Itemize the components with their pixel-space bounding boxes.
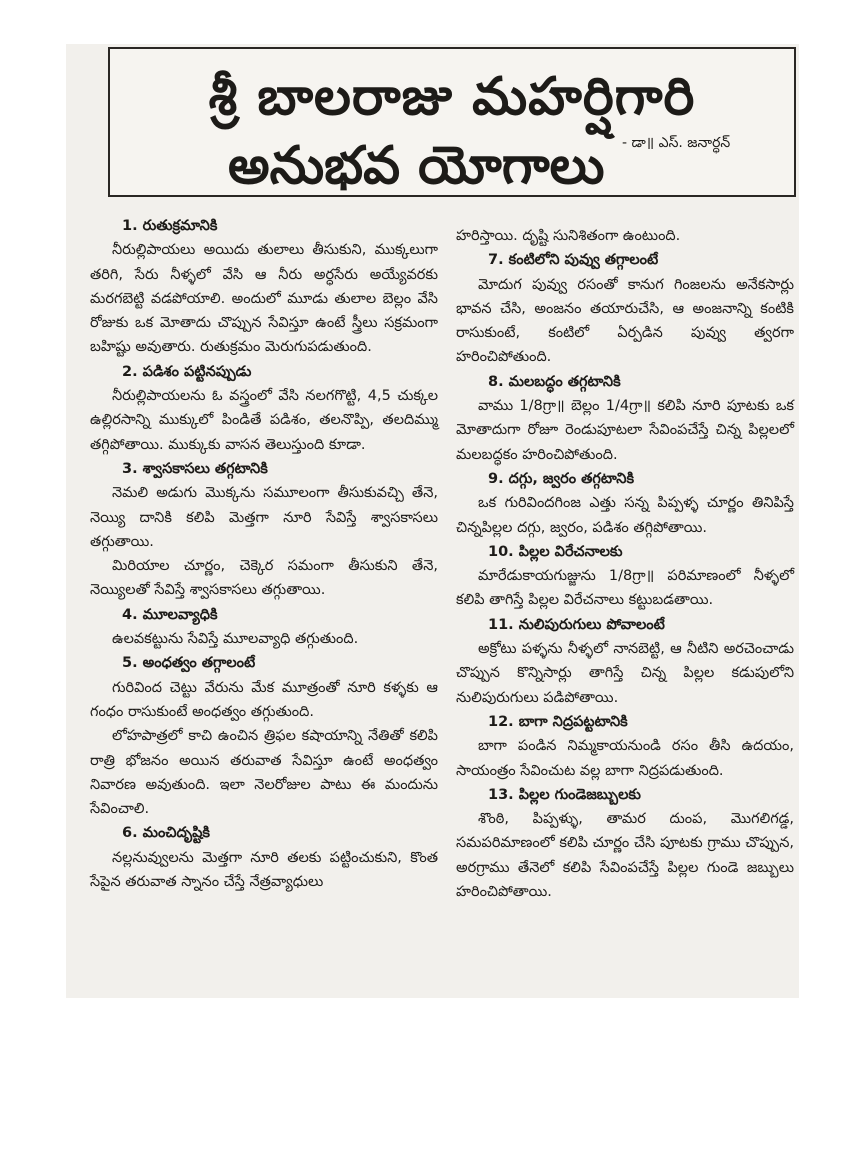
section-heading: 13. పిల్లల గుండెజబ్బులకు bbox=[488, 786, 641, 803]
section-body: అక్రోటు పళ్ళను నీళ్ళలో నానబెట్టి, ఆ నీటిని అరచెంచాడు చొప్పున కొన్నిసార్లు తాగిస్తే చిన్న పిల్లల కడుపులోని నులిపురుగులు పడిపోతాయి. bbox=[456, 641, 794, 706]
section-body: ఒక గురివిందగింజ ఎత్తు సన్న పిప్పళ్ళ చూర్ణం తినిపిస్తే చిన్నపిల్లల దగ్గు, జ్వరం, పడిశం తగ్గిపోతాయి. bbox=[456, 495, 794, 536]
section-body: వాము 1/8గ్రా॥ బెల్లం 1/4గ్రా॥ కలిపి నూరి పూటకు ఒక మోతాదుగా రోజూ రెండుపూటలా సేవింపచేస్తే చిన్న పిల్లలలో మలబద్ధకం హరించిపోతుంది. bbox=[456, 398, 794, 463]
section-heading: 7. కంటిలోని పువ్వు తగ్గాలంటే bbox=[488, 252, 659, 269]
author-byline: - డా॥ ఎస్. జనార్ధన్ bbox=[622, 135, 731, 151]
section-heading: 3. శ్వాసకాసలు తగ్గటానికి bbox=[122, 460, 268, 477]
article-title: శ్రీ బాలరాజు మహర్షిగారి bbox=[208, 67, 696, 127]
section-body: గురివింద చెట్టు వేరును మేక మూత్రంతో నూరి కళ్ళకు ఆ గంధం రాసుకుంటే అంధత్వం తగ్గుతుంది. bbox=[90, 679, 438, 720]
section-body: మిరియాల చూర్ణం, చెక్కెర సమంగా తీసుకుని తేనె, నెయ్యిలతో సేవిస్తే శ్వాసకాసలు తగ్గుతాయి. bbox=[90, 558, 438, 599]
section-body: మారేడుకాయగుజ్జును 1/8గ్రా॥ పరిమాణంలో నీళ్ళలో కలిపి తాగిస్తే పిల్లల విరేచనాలు కట్టుబడతాయి. bbox=[456, 568, 794, 609]
section-body: నల్లనువ్వులను మెత్తగా నూరి తలకు పట్టించుకుని, కొంత సేపైన తరువాత స్నానం చేస్తే నేత్రవ్యాధులు bbox=[90, 849, 438, 891]
left-column bbox=[90, 214, 438, 894]
section-body: నీరుల్లిపాయలు అయిదు తులాలు తీసుకుని, ముక్కలుగా తరిగి, సేరు నీళ్ళలో వేసి ఆ నీరు అర్ధసేరు అయ్యేవరకు మరగబెట్టి వడపోయాలి. అందులో మూడు తులాల బెల్లం వేసి రోజుకు ఒక మోతాదు చొప్పున సేవిస్తూ ఉంటే స్త్రీలు సక్రమంగా బహిష్టు అవుతారు. రుతుక్రమం మెరుగుపడుతుంది. bbox=[90, 242, 438, 356]
section-body: నెమలి అడుగు మొక్కను సమూలంగా తీసుకువచ్చి తేనె, నెయ్యి దానికి కలిపి మెత్తగా నూరి సేవిస్తే శ్వాసకాసలు తగ్గుతాయి. bbox=[90, 485, 438, 550]
section-body: లోహపాత్రలో కాచి ఉంచిన త్రిఫల కషాయాన్ని నేతితో కలిపి రాత్రి భోజనం అయిన తరువాత సేవిస్తూ ఉంటే అంధత్వం నివారణ అవుతుంది. ఇలా నెలరోజుల పాటు ఈ మందును సేవించాలి. bbox=[90, 728, 438, 818]
section-body: మోదుగ పువ్వు రసంతో కానుగ గింజలను అనేకసార్లు భావన చేసి, అంజనం తయారుచేసి, ఆ అంజనాన్ని కంటికి రాసుకుంటే, కంటిలో ఏర్పడిన పువ్వు త్వరగా హరించిపోతుంది. bbox=[456, 276, 794, 366]
section-heading: 12. బాగా నిద్రపట్టటానికి bbox=[488, 713, 628, 730]
section-heading: 6. మంచిదృష్టికి bbox=[122, 825, 210, 842]
section-heading: 4. మూలవ్యాధికి bbox=[122, 606, 218, 623]
right-column bbox=[456, 224, 794, 904]
section-body: బాగా పండిన నిమ్మకాయనుండి రసం తీసి ఉదయం, సాయంత్రం సేవించుట వల్ల బాగా నిద్రపడుతుంది. bbox=[456, 738, 794, 779]
section-heading: 8. మలబద్ధం తగ్గటానికి bbox=[488, 373, 621, 390]
section-heading: 10. పిల్లల విరేచనాలకు bbox=[488, 543, 623, 560]
section-heading: 1. రుతుక్రమానికి bbox=[122, 218, 218, 234]
section-heading: 9. దగ్గు, జ్వరం తగ్గటానికి bbox=[488, 470, 635, 487]
continued-text: హరిస్తాయి. దృష్టి సునిశితంగా ఉంటుంది. bbox=[456, 228, 681, 244]
article-subtitle: అనుభవ యోగాలు bbox=[228, 136, 605, 196]
section-body: నీరుల్లిపాయలను ఓ వస్త్రంలో వేసి నలగగొట్టి, 4,5 చుక్కల ఉల్లిరసాన్ని ముక్కులో పిండితే పడిశం, తలనొప్పి, తలదిమ్ము తగ్గిపోతాయి. ముక్కుకు వాసన తెలుస్తుంది కూడా. bbox=[90, 388, 438, 453]
section-heading: 2. పడిశం పట్టినప్పుడు bbox=[122, 363, 252, 380]
section-body: శొంఠి, పిప్పళ్ళు, తామర దుంప, మొగలిగడ్డ, సమపరిమాణంలో కలిపి చూర్ణం చేసి పూటకు గ్రాము చొప్పున, అరగ్రాము తేనెలో కలిపి సేవింపచేస్తే పిల్లల గుండె జబ్బులు హరించిపోతాయి. bbox=[456, 811, 794, 901]
section-heading: 5. అంధత్వం తగ్గాలంటే bbox=[122, 655, 256, 672]
section-body: ఉలవకట్టును సేవిస్తే మూలవ్యాధి తగ్గుతుంది. bbox=[112, 631, 359, 648]
section-heading: 11. నులిపురుగులు పోవాలంటే bbox=[488, 616, 665, 633]
